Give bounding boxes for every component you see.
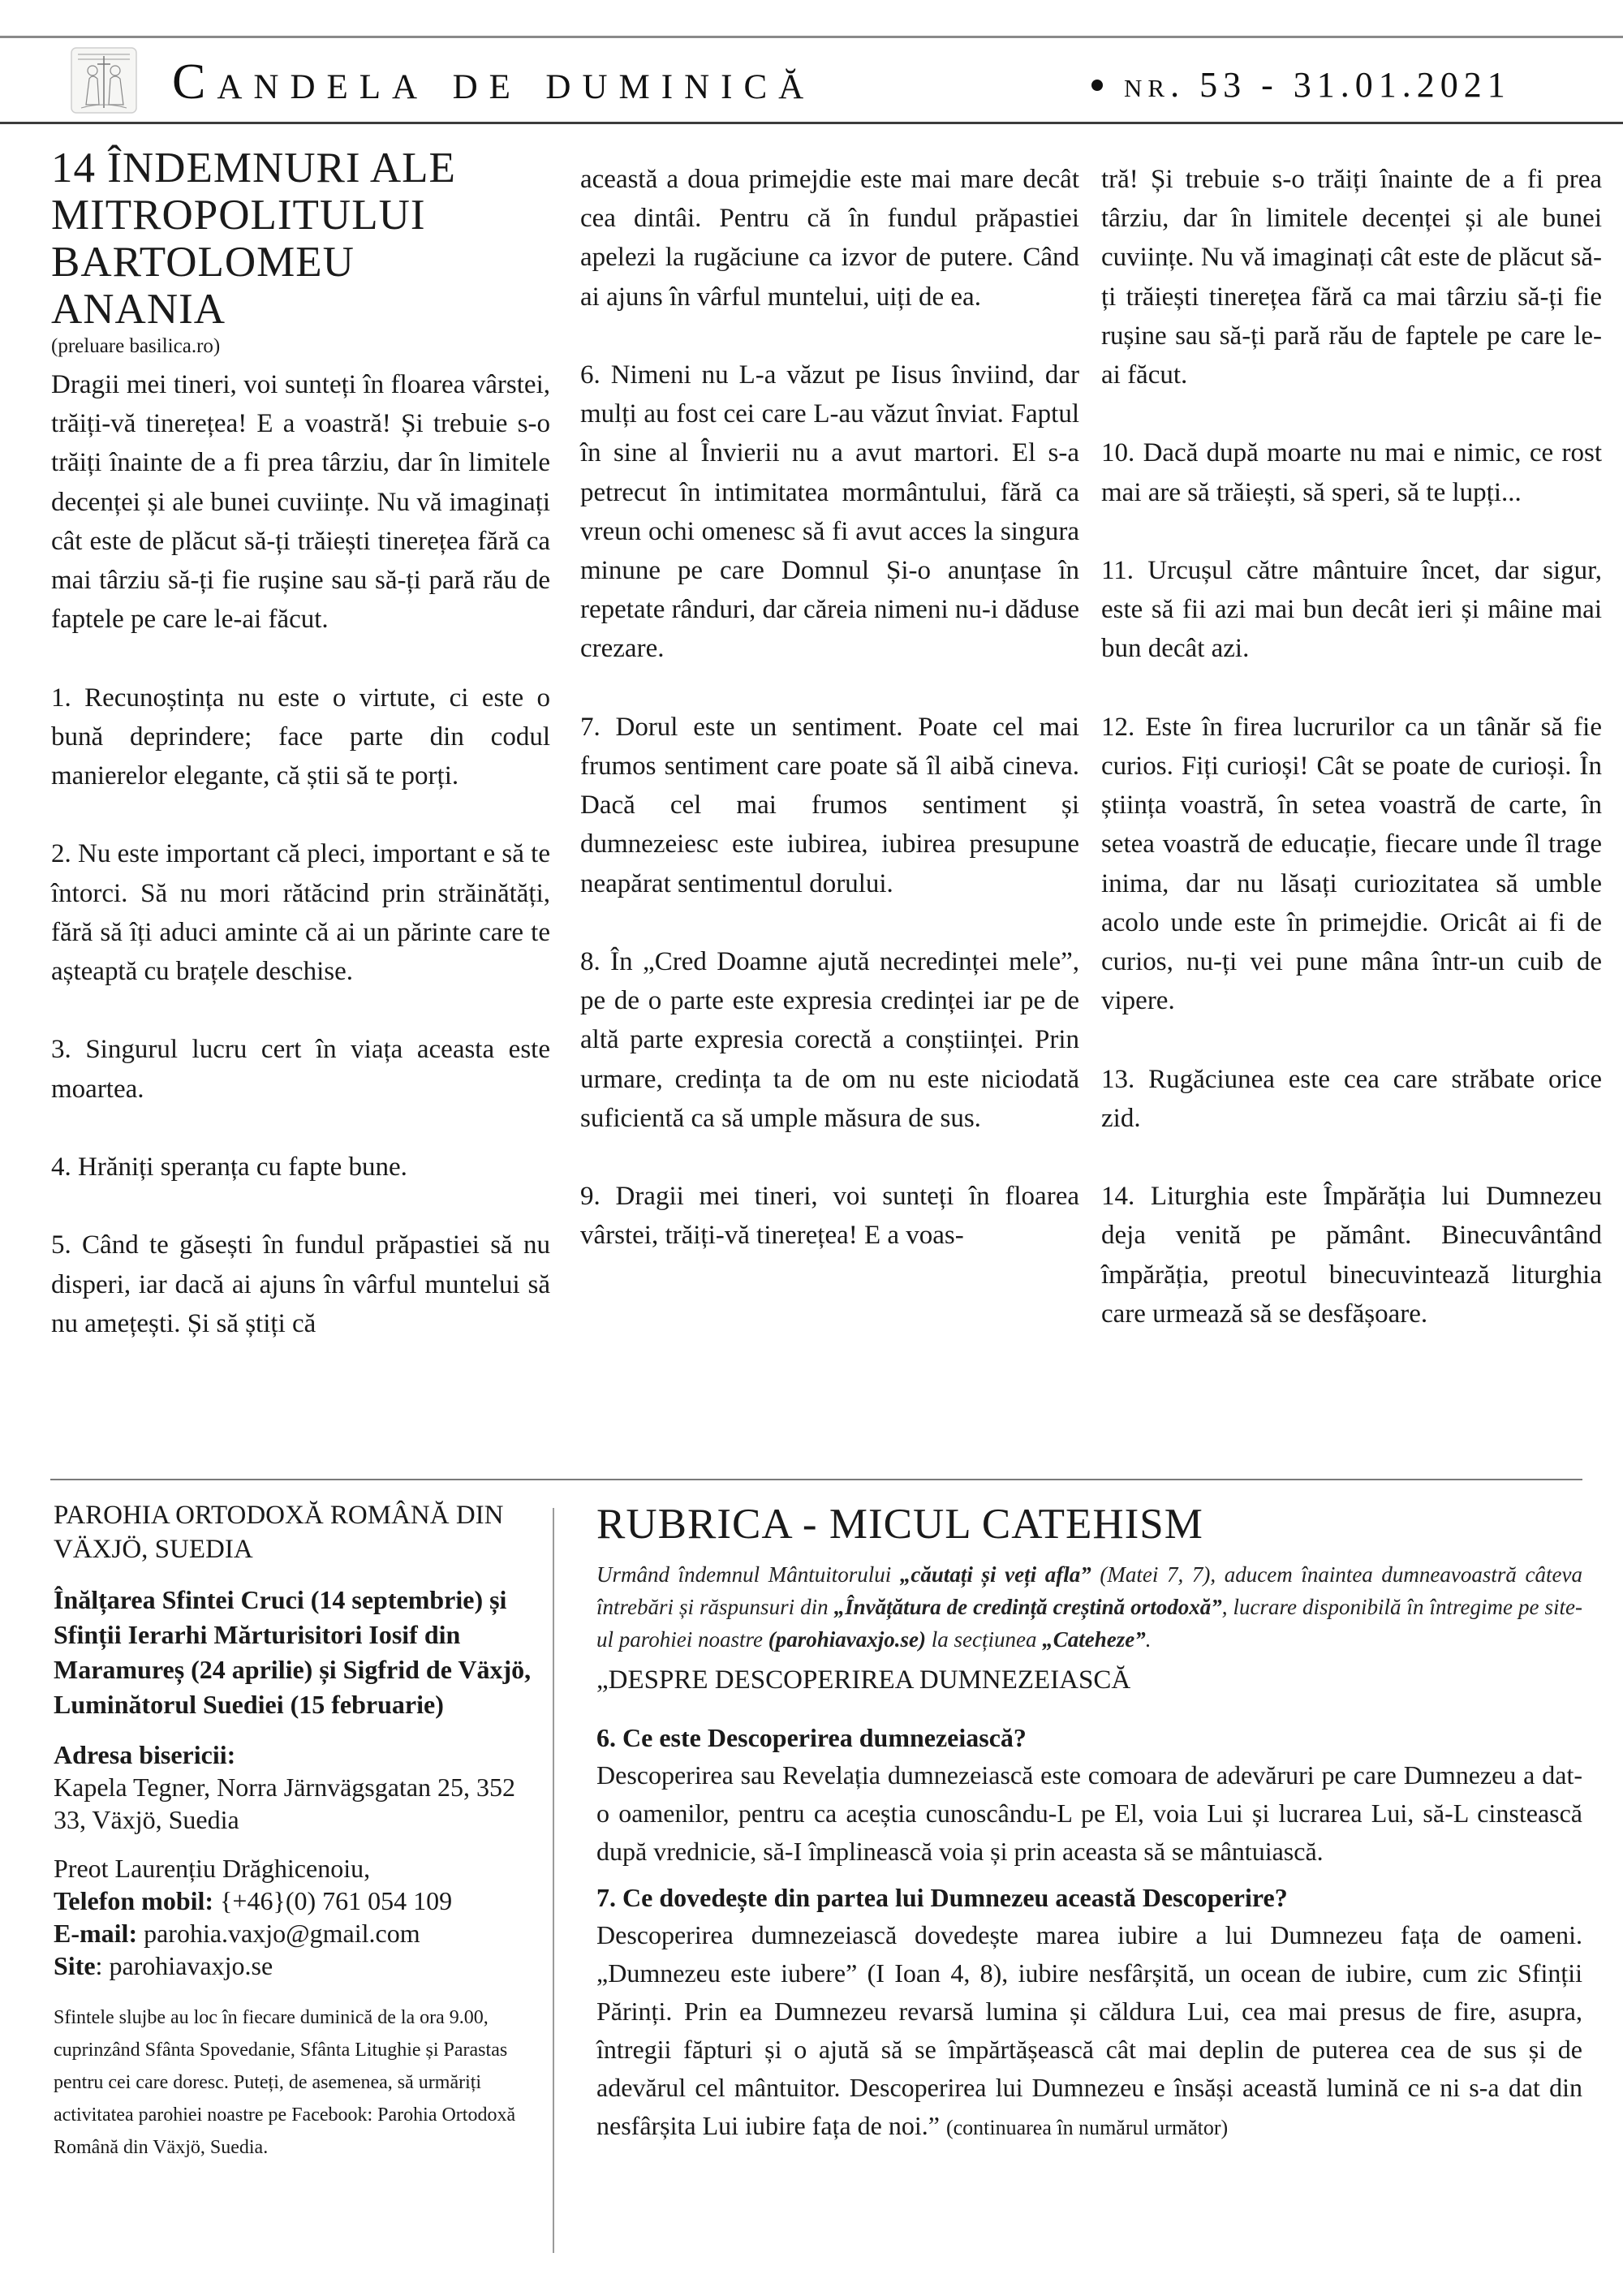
article-title-line: 14 ÎNDEMNURI ALE (51, 144, 456, 192)
continuation-note: (continuarea în numărul următor) (945, 2116, 1229, 2139)
parish-title: PAROHIA ORTODOXĂ ROMÂNĂ DIN VÄXJÖ, SUEDIA (54, 1501, 504, 1564)
contact-block (54, 1852, 532, 1982)
exhortation-item: 12. Este în firea lucrurilor ca un tânăr să fie curios. Fiți curioși! Cât se poate de curioși. În știința voastră, în setea voastră de carte, în setea voastră de educație, fiecare unde îl trage inima, dar nu lăsați curiozitatea să umble acolo unde este în primejdie. Oricât ai fi de curios, nu-ți vei pune mâna într-un cuib de vipere. (1101, 712, 1602, 1016)
article-title (51, 144, 550, 333)
intro-text: Urmând îndemnul Mântuitorului (596, 1562, 900, 1587)
catechism-question: 6. Ce este Descoperirea dumnezeiască? (596, 1723, 1027, 1752)
phone-label: Telefon mobil: (54, 1886, 214, 1915)
parish-info (54, 1498, 532, 2164)
catechism-answer: Descoperirea sau Revelația dumnezeiască este comoara de adevăruri pe care Dumnezeu a dat-o oamenilor, pentru ca aceștia cunoscându-L pe El, voia Lui și lucrarea Lui, să-L cinstească după vrednicie, să-I împlinească voia și prin aceasta să se mântuiască. (596, 1760, 1582, 1866)
article-source: (preluare basilica.ro) (51, 335, 221, 357)
article-title-line: ANANIA (51, 286, 226, 333)
article-column-3 (1101, 160, 1602, 1333)
site-line: Site: parohiavaxjo.se (54, 1951, 273, 1980)
priest-name: Preot Laurențiu Drăghicenoiu, (54, 1854, 371, 1883)
intro-site-link[interactable]: (parohiavaxjo.se) (768, 1627, 926, 1652)
exhortation-item: 2. Nu este important că pleci, important e să te întorci. Să nu mori rătăcind prin străinătăți, fără să îți aduci aminte că ai un părinte care te așteaptă cu brațele deschise. (51, 839, 550, 987)
email-line (54, 1917, 532, 1949)
intro-text: , lucrare disponibilă în întregime pe site-ul parohiei noastre (596, 1595, 1582, 1652)
catechism-question: 7. Ce dovedește din partea lui Dumnezeu această Descoperire? (596, 1883, 1288, 1912)
article-column-1 (51, 144, 550, 1343)
intro-text: (Matei 7, 7), aducem înaintea dumneavoastră câteva întrebări și răspunsuri din (596, 1562, 1582, 1619)
phone-line (54, 1885, 532, 1917)
section-divider-rule (50, 1479, 1582, 1480)
address-value: Kapela Tegner, Norra Järnvägsgatan 25, 352 33, Växjö, Suedia (54, 1773, 516, 1834)
intro-section-name: „Cateheze” (1042, 1627, 1146, 1652)
article-title-line: BARTOLOMEU (51, 239, 355, 286)
phone-value: {+46}(0) 761 054 109 (220, 1886, 453, 1915)
church-address (54, 1738, 532, 1836)
exhortation-item: această a doua primejdie este mai mare decât cea dintâi. Pentru că în fundul prăpastiei apelezi la rugăciune ca izvor de putere. Când ai ajuns în vârful muntelui, uiți de ea. (580, 165, 1079, 312)
newsletter-title: Candela de duminică (172, 54, 816, 110)
site-link[interactable]: parohiavaxjo.se (109, 1951, 273, 1980)
exhortation-item: 7. Dorul este un sentiment. Poate cel mai frumos sentiment care poate să îl aibă cineva. Dacă cel mai frumos sentiment și dumnezeiesc este iubirea, iubirea presupune neapărat sentimentul dorului. (580, 712, 1079, 898)
masthead (0, 38, 1623, 122)
exhortation-item: 4. Hrăniți speranța cu fapte bune. (51, 1152, 407, 1182)
saints-icon-emblem (70, 46, 138, 114)
exhortation-item: 13. Rugăciunea este cea care străbate orice zid. (1101, 1064, 1602, 1133)
article-intro: Dragii mei tineri, voi sunteți în floarea vârstei, trăiți-vă tinerețea! E a voastră! Și trebuie s-o trăiți înainte de a fi prea târziu, dar în limitele decenței și ale bunei cuviințe. Nu vă imaginați cât este de plăcut să-ți trăiești tinerețea fără ca mai târziu să-ți fie rușine sau să-ți pară rău de faptele pe care le-ai făcut. (51, 370, 550, 635)
exhortation-item: 10. Dacă după moarte nu mai e nimic, ce rost mai are să trăiești, să speri, să te lupți... (1101, 438, 1602, 507)
catechism-title: RUBRICA - MICUL CATEHISM (596, 1501, 1203, 1548)
answer-text: Descoperirea dumnezeiască dovedește marea iubire a lui Dumnezeu fața de oameni. „Dumnezeu este iubere” (I Ioan 4, 8), iubire nesfârșită, un ocean de iubire, cum zic Sfinții Părinți. Prin ea Dumnezeu revarsă lumina și căldura Lui, cea mai presus de fire, asupra, întregii făpturi și o ajută să se împărtășească cât mai deplin de puterea cea de sus și de adevărul cel mântuitor. Descoperirea lui Dumnezeu e însăși această lumină ce ni s-a dat din nesfârșita Lui iubire fața de noi.” (596, 1920, 1582, 2140)
intro-text: la secțiunea (925, 1627, 1043, 1652)
service-note: Sfintele slujbe au loc în fiecare duminică de la ora 9.00, cuprinzând Sfânta Spovedanie, Sfânta Litughie și Parastas pentru cei care doresc. Puteți, de asemenea, să urmăriți activitatea parohiei noastre pe Facebook: Parohia Ortodoxă Română din Växjö, Suedia. (54, 2007, 516, 2158)
bullet-separator (1091, 80, 1103, 91)
email-link[interactable]: parohia.vaxjo@gmail.com (144, 1919, 420, 1948)
issue-info (1091, 61, 1511, 110)
exhortation-item: 3. Singurul lucru cert în viața aceasta este moartea. (51, 1035, 550, 1104)
catechism-intro (596, 1558, 1582, 1656)
intro-quote: „căutați și veți afla” (899, 1562, 1091, 1587)
exhortation-item: 8. În „Cred Doamne ajută necredinței mele”, pe de o parte este expresia credinței iar pe de altă parte expresia corectă a conștiinței. Prin urmare, credința ta de om nu este niciodată suficientă ca să umple măsura de sus. (580, 947, 1079, 1133)
exhortation-item: 6. Nimeni nu L-a văzut pe Iisus înviind, dar mulți au fost cei care L-au văzut înviat. Faptul în sine al Învierii nu a avut martori. El s-a petrecut în intimitatea mormântului, fără ca vreun ochi omenesc să fi avut acces la singura minune pe care Domnul Și-o anunțase în repetate rânduri, dar căreia nimeni nu-i dăduse crezare. (580, 360, 1079, 664)
column-divider (553, 1508, 554, 2253)
catechism-answer (596, 1916, 1582, 2147)
exhortation-item: 14. Liturghia este Împărăția lui Dumnezeu deja venită pe pământ. Binecuvântând împărăția, preotul binecuvintează liturghia care urmează să se desfășoare. (1101, 1182, 1602, 1329)
address-label: Adresa bisericii: (54, 1740, 236, 1769)
email-label: E-mail: (54, 1919, 138, 1948)
catechism-subtitle: „DESPRE DESCOPERIREA DUMNEZEIASCĂ (596, 1665, 1131, 1695)
site-label: Site (54, 1951, 96, 1980)
exhortation-item: tră! Și trebuie s-o trăiți înainte de a fi prea târziu, dar în limitele decenței și ale bunei cuviințe. Nu vă imaginați cât este de plăcut să-ți trăiești tinerețea fără ca mai târziu să-ți fie rușine sau să-ți pară rău de faptele pe care le-ai făcut. (1101, 165, 1602, 390)
exhortation-item: 9. Dragii mei tineri, voi sunteți în floarea vârstei, trăiți-vă tinerețea! E a voas- (580, 1182, 1079, 1251)
exhortation-item: 1. Recunoștința nu este o virtute, ci este o bună deprindere; face parte din codul manierelor elegante, că știi să te porți. (51, 683, 550, 791)
header-bottom-rule (0, 122, 1623, 124)
exhortation-item: 5. Când te găsești în fundul prăpastiei să nu disperi, iar dacă ai ajuns în vârful muntelui să nu amețești. Și să știți că (51, 1230, 550, 1338)
intro-book-title: „Învățătura de credință creștină ortodoxă” (833, 1595, 1222, 1619)
catechism-section (596, 1500, 1582, 2155)
parish-patrons: Înălțarea Sfintei Cruci (14 septembrie) și Sfinții Ierarhi Mărturisitori Iosif din Maramureș (24 aprilie) și Sigfrid de Växjö, Luminătorul Suediei (15 februarie) (54, 1585, 532, 1719)
exhortation-item: 11. Urcușul către mântuire încet, dar sigur, este să fii azi mai bun decât ieri și mâine mai bun decât azi. (1101, 556, 1602, 664)
article-column-2 (580, 160, 1079, 1256)
issue-number-date: nr. 53 - 31.01.2021 (1124, 65, 1511, 105)
intro-text: . (1145, 1627, 1152, 1652)
article-title-line: MITROPOLITULUI (51, 192, 426, 239)
